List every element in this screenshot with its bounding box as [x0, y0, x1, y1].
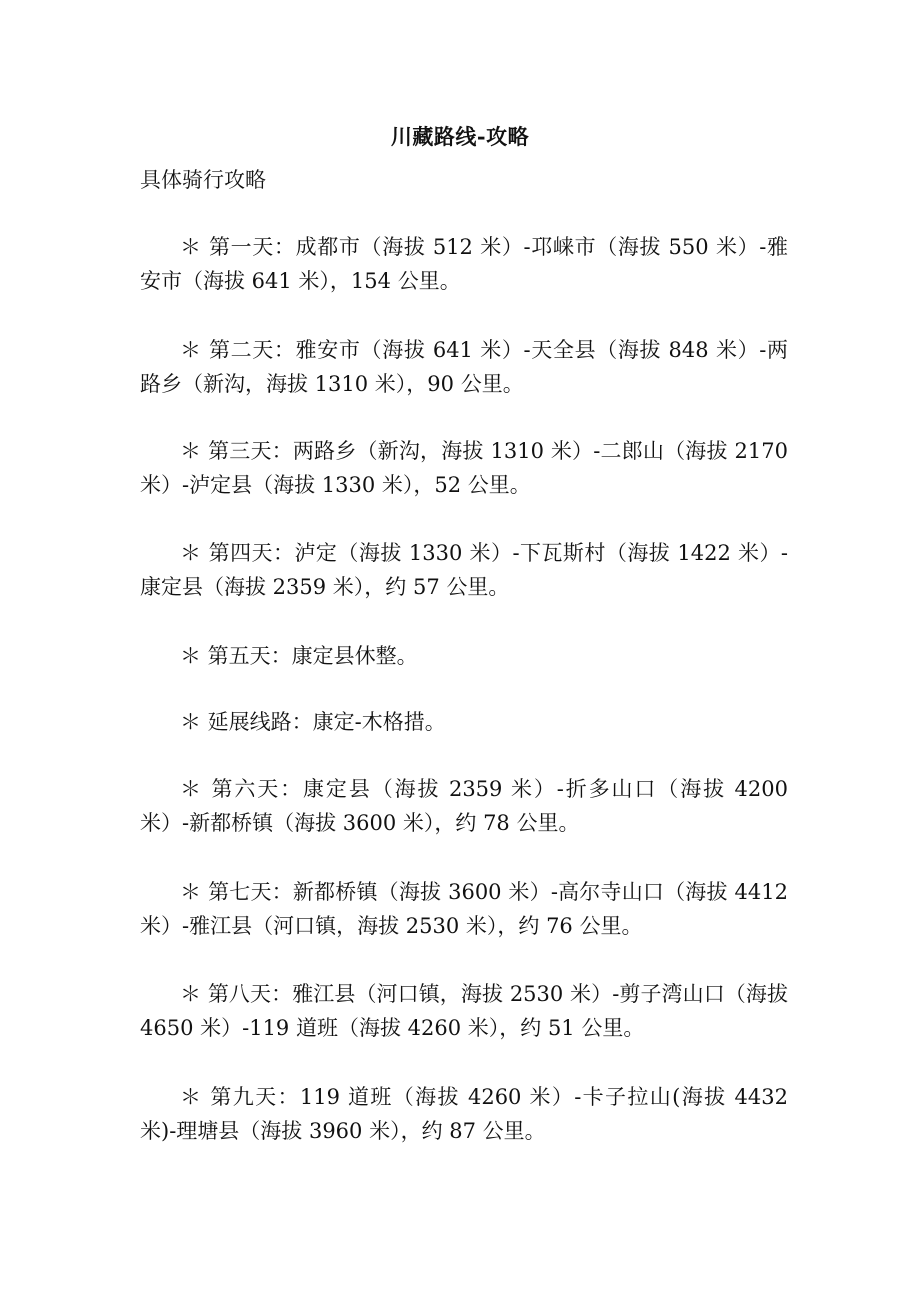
itinerary-day-6: ＊ 第六天：康定县（海拔 2359 米）-折多山口（海拔 4200 米）-新都桥镇（海拔 3600 米），约 78 公里。	[140, 777, 788, 835]
itinerary-day-7: ＊ 第七天：新都桥镇（海拔 3600 米）-高尔寺山口（海拔 4412 米）-雅江县（河口镇，海拔 2530 米），约 76 公里。	[140, 880, 788, 938]
itinerary-day-5: ＊ 第五天：康定县休整。	[180, 644, 418, 668]
itinerary-day-4: ＊ 第四天：泸定（海拔 1330 米）-下瓦斯村（海拔 1422 米）-康定县（海拔 2359 米），约 57 公里。	[140, 541, 788, 599]
itinerary-day-3: ＊ 第三天：两路乡（新沟，海拔 1310 米）-二郎山（海拔 2170 米）-泸定县（海拔 1330 米），52 公里。	[140, 439, 788, 497]
itinerary-day-2: ＊ 第二天：雅安市（海拔 641 米）-天全县（海拔 848 米）-两路乡（新沟，海拔 1310 米），90 公里。	[140, 338, 788, 396]
document-subtitle: 具体骑行攻略	[140, 168, 266, 192]
itinerary-day-8: ＊ 第八天：雅江县（河口镇，海拔 2530 米）-剪子湾山口（海拔 4650 米）-119 道班（海拔 4260 米），约 51 公里。	[140, 982, 788, 1040]
document-title: 川藏路线-攻略	[390, 124, 530, 149]
itinerary-day-9: ＊ 第九天：119 道班（海拔 4260 米）-卡子拉山(海拔 4432 米)-理塘县（海拔 3960 米），约 87 公里。	[140, 1085, 788, 1143]
itinerary-day-1: ＊ 第一天：成都市（海拔 512 米）-邛崃市（海拔 550 米）-雅安市（海拔 641 米），154 公里。	[140, 235, 788, 293]
itinerary-extension-route: ＊ 延展线路：康定-木格措。	[180, 710, 446, 734]
